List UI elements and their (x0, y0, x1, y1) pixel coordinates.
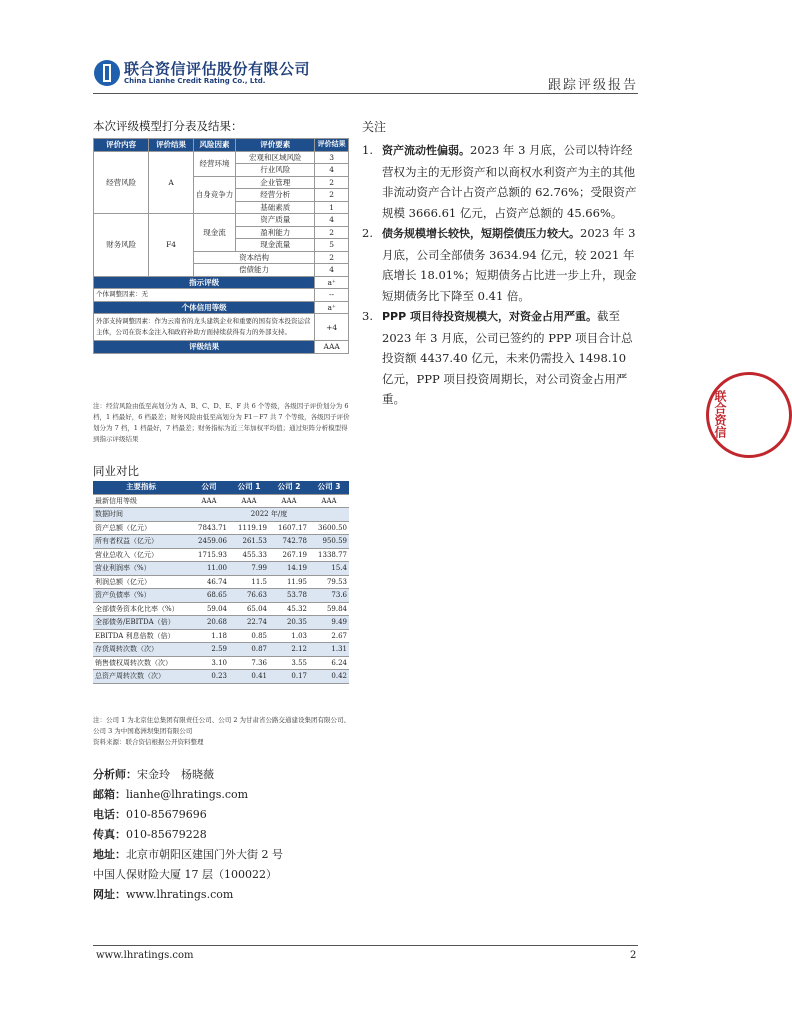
score: 2 (315, 189, 349, 202)
cell: 11.95 (269, 575, 309, 589)
cell: 1607.17 (269, 521, 309, 535)
element: 现金流量 (236, 239, 315, 252)
addr1: 北京市朝阳区建国门外大街 2 号 (126, 848, 283, 861)
cell: AAA (189, 494, 229, 508)
table-row (93, 602, 349, 616)
score: 4 (315, 264, 349, 277)
cell: 7.99 (229, 562, 269, 576)
row-label: 总资产周转次数（次） (93, 670, 189, 684)
table-row (93, 616, 349, 630)
cell: 11.5 (229, 575, 269, 589)
analyst: 宋金玲 杨晓薇 (137, 768, 214, 781)
email-label: 邮箱： (93, 788, 126, 801)
th: 主要指标 (93, 481, 189, 494)
score: 5 (315, 239, 349, 252)
focus-list (362, 140, 638, 410)
cell: 2459.06 (189, 535, 229, 549)
cell: 76.63 (229, 589, 269, 603)
score: 1 (315, 201, 349, 214)
element: 资本结构 (193, 251, 315, 264)
cell: 1.18 (189, 629, 229, 643)
addr2: 中国人保财险大厦 17 层（100022） (93, 868, 277, 881)
cell: 3.10 (189, 656, 229, 670)
row-label: 存货周转次数（次） (93, 643, 189, 657)
header-divider (93, 93, 638, 94)
logo-cn: 联合资信评估股份有限公司 (124, 60, 311, 78)
element: 资产质量 (236, 214, 315, 227)
row-label: 最新信用等级 (93, 494, 189, 508)
company-logo-icon (94, 60, 120, 86)
row-label: 销售债权周转次数（次） (93, 656, 189, 670)
th: 评价内容 (94, 139, 149, 152)
web-link[interactable]: www.lhratings.com (126, 888, 234, 901)
th: 评价结果 (149, 139, 193, 152)
cell: 9.49 (309, 616, 349, 630)
cell: 6.24 (309, 656, 349, 670)
cell: 53.78 (269, 589, 309, 603)
cell: 0.17 (269, 670, 309, 684)
cell: 46.74 (189, 575, 229, 589)
cell: 1715.93 (189, 548, 229, 562)
report-type: 跟踪评级报告 (547, 78, 638, 93)
fin-risk-content: 财务风险 (94, 214, 149, 277)
rating-note: 注：经营风险由低至高划分为 A、B、C、D、E、F 共 6 个等级，各级因子评价划分为 6 档，1 档最好，6 档最差；财务风险由低至高划分为 F1－F7 共 7 个等级，各级因子评价划分为 7 档，1 档最好，7 档最差；财务指标为近三年加权平均值；通过矩阵分析模型得到指示评级结果 (93, 402, 350, 443)
phone-label: 电话： (93, 808, 126, 821)
cell: 455.33 (229, 548, 269, 562)
indicative-value: a⁺ (315, 276, 349, 289)
table-row (93, 643, 349, 657)
focus-num: 2. (362, 226, 373, 240)
final-value: AAA (315, 341, 349, 354)
focus-text: 2023 年 3 月底，公司全部债务 3634.94 亿元，较 2021 年底增长 18.01%；短期债务占比进一步上升，现金短期债务比下降至 0.41 倍。 (382, 226, 637, 303)
cell: 20.68 (189, 616, 229, 630)
cell: 11.00 (189, 562, 229, 576)
table-row (93, 670, 349, 684)
focus-item (362, 223, 638, 306)
addr-line (93, 845, 283, 865)
focus-bold: 资产流动性偏弱。 (382, 144, 470, 157)
focus-title: 关注 (362, 120, 387, 134)
cell: 0.23 (189, 670, 229, 684)
final-label: 评级结果 (94, 341, 315, 354)
analyst-label: 分析师： (93, 768, 137, 781)
score: 2 (315, 251, 349, 264)
seal-text: 联合资信 (713, 390, 727, 438)
element: 基础素质 (236, 201, 315, 214)
cell: 0.42 (309, 670, 349, 684)
indicative-label: 指示评级 (94, 276, 315, 289)
focus-num: 3. (362, 309, 373, 323)
logo-en: China Lianhe Credit Rating Co., Ltd. (124, 77, 266, 85)
th: 公司 (189, 481, 229, 494)
fax-line (93, 825, 283, 845)
row-label: EBITDA 利息倍数（倍） (93, 629, 189, 643)
row-label: 资产总额（亿元） (93, 521, 189, 535)
element: 企业管理 (236, 176, 315, 189)
cell: 59.04 (189, 602, 229, 616)
table-row (93, 575, 349, 589)
table-row (93, 589, 349, 603)
fax: 010-85679228 (126, 828, 207, 841)
peer-table (93, 481, 349, 684)
focus-item (362, 140, 638, 223)
th: 公司 1 (229, 481, 269, 494)
focus-text: 2023 年 3 月底，公司以特许经营权为主的无形资产和以商权水利资产为主的其他非流动资产合计占资产总额的 62.76%；受限资产规模 3666.61 亿元，占资产总额的 45.66%。 (382, 143, 637, 220)
rating-title: 本次评级模型打分表及结果： (93, 119, 243, 133)
focus-bold: PPP 项目待投资规模大，对资金占用严重。 (382, 310, 598, 323)
cell: 20.35 (269, 616, 309, 630)
peer-body (93, 521, 349, 683)
cell: 68.65 (189, 589, 229, 603)
email-link[interactable]: lianhe@lhratings.com (126, 788, 249, 801)
score: 2 (315, 176, 349, 189)
cell: 59.84 (309, 602, 349, 616)
row-label: 资产负债率（%） (93, 589, 189, 603)
fin-risk-result: F4 (149, 214, 193, 277)
element: 偿债能力 (193, 264, 315, 277)
row-label: 营业利润率（%） (93, 562, 189, 576)
cell: 73.6 (309, 589, 349, 603)
cell: 261.53 (229, 535, 269, 549)
cell: 742.78 (269, 535, 309, 549)
row-label: 营业总收入（亿元） (93, 548, 189, 562)
cell: 1.03 (269, 629, 309, 643)
cell: 3600.50 (309, 521, 349, 535)
table-row (93, 629, 349, 643)
th: 公司 2 (269, 481, 309, 494)
rating-table (93, 138, 349, 354)
cell: 22.74 (229, 616, 269, 630)
cell: 15.4 (309, 562, 349, 576)
element: 盈利能力 (236, 226, 315, 239)
cell: AAA (269, 494, 309, 508)
external-value: +4 (315, 314, 349, 341)
fax-label: 传真： (93, 828, 126, 841)
cell: 14.19 (269, 562, 309, 576)
element: 行业风险 (236, 164, 315, 177)
focus-text: 截至 2023 年 3 月底，公司已签约的 PPP 项目合计总投资额 4437.40 亿元，未来仍需投入 1498.10 亿元，PPP 项目投资周期长，对公司资金占用严重。 (382, 309, 633, 406)
score: 3 (315, 151, 349, 164)
individual-label: 个体信用等级 (94, 301, 315, 314)
row-label: 数据时间 (93, 508, 189, 522)
peers-note-2: 资料来源：联合资信根据公开资料整理 (93, 738, 204, 746)
row-label: 所有者权益（亿元） (93, 535, 189, 549)
cell: 7843.71 (189, 521, 229, 535)
fin-cash: 现金流 (193, 214, 235, 252)
cell: 2022 年/度 (189, 508, 349, 522)
table-row (93, 548, 349, 562)
cell: 950.59 (309, 535, 349, 549)
score: 2 (315, 226, 349, 239)
page-number: 2 (630, 950, 637, 961)
email-line (93, 785, 283, 805)
cell: 65.04 (229, 602, 269, 616)
cell: AAA (309, 494, 349, 508)
focus-bold: 债务规模增长较快，短期偿债压力较大。 (382, 227, 580, 240)
row-label: 全部债务/EBITDA（倍） (93, 616, 189, 630)
table-row (93, 521, 349, 535)
phone-line (93, 805, 283, 825)
analyst-line (93, 765, 283, 785)
cell: 3.55 (269, 656, 309, 670)
individual-adj-label: 个体调整因素：无 (94, 289, 315, 302)
row-label: 利润总额（亿元） (93, 575, 189, 589)
row-label: 全部债务资本化比率（%） (93, 602, 189, 616)
op-self: 自身竞争力 (193, 176, 235, 214)
external-label: 外部支持调整因素：作为云南省的龙头建筑企业和重要的国有资本投资运营主体，公司在资本金注入和政府补助方面持续获得有力的外部支持。 (94, 314, 315, 341)
op-risk-content: 经营风险 (94, 151, 149, 214)
cell: 0.87 (229, 643, 269, 657)
individual-adj-value: -- (315, 289, 349, 302)
phone: 010-85679696 (126, 808, 207, 821)
footer-divider (93, 945, 638, 946)
footer-url[interactable]: www.lhratings.com (96, 950, 194, 961)
addr-label: 地址： (93, 848, 126, 861)
table-row (93, 535, 349, 549)
th: 风险因素 (193, 139, 235, 152)
cell: 0.41 (229, 670, 269, 684)
cell: 79.53 (309, 575, 349, 589)
score: 4 (315, 214, 349, 227)
element: 宏观和区域风险 (236, 151, 315, 164)
peers-note-1: 注：公司 1 为北京住总集团有限责任公司、公司 2 为甘肃省公路交通建设集团有限公司、公司 3 为中国葛洲坝集团有限公司 (93, 716, 351, 735)
web-label: 网址： (93, 888, 126, 901)
score: 4 (315, 164, 349, 177)
contacts (93, 765, 283, 905)
th: 公司 3 (309, 481, 349, 494)
th: 评价结果 (315, 139, 349, 152)
cell: 1119.19 (229, 521, 269, 535)
cell: 267.19 (269, 548, 309, 562)
cell: 1.31 (309, 643, 349, 657)
cell: AAA (229, 494, 269, 508)
cell: 45.32 (269, 602, 309, 616)
table-row (93, 562, 349, 576)
focus-item (362, 306, 638, 410)
peers-title: 同业对比 (93, 464, 139, 478)
op-risk-result: A (149, 151, 193, 214)
cell: 7.36 (229, 656, 269, 670)
cell: 2.59 (189, 643, 229, 657)
element: 经营分析 (236, 189, 315, 202)
cell: 2.67 (309, 629, 349, 643)
web-line (93, 885, 283, 905)
th: 评价要素 (236, 139, 315, 152)
op-env: 经营环境 (193, 151, 235, 176)
cell: 2.12 (269, 643, 309, 657)
individual-value: a⁺ (315, 301, 349, 314)
focus-num: 1. (362, 143, 373, 157)
table-row (93, 656, 349, 670)
cell: 1338.77 (309, 548, 349, 562)
cell: 0.85 (229, 629, 269, 643)
